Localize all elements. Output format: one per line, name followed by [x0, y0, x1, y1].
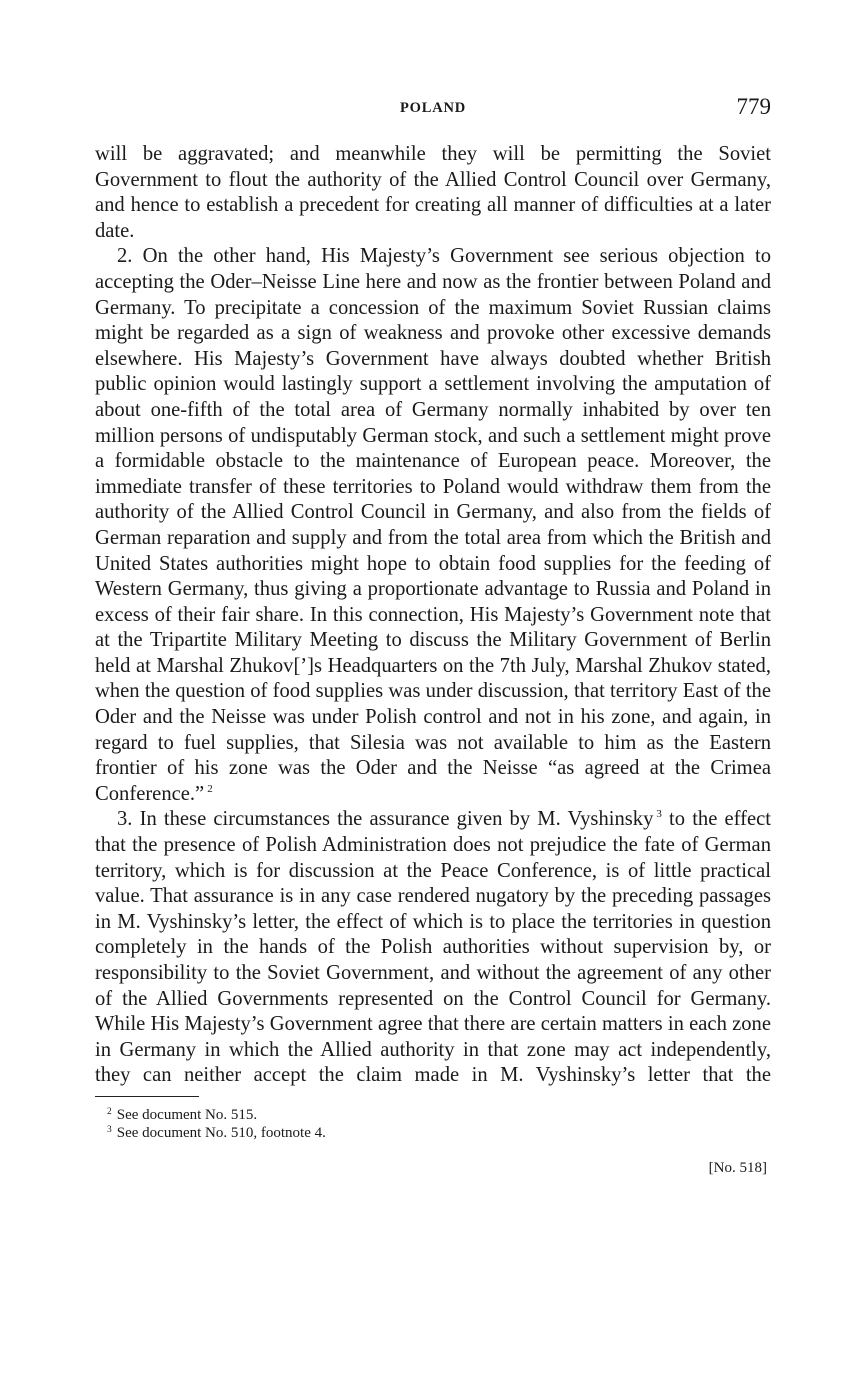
document-reference: [No. 518] [708, 1159, 767, 1176]
page-header [95, 92, 771, 126]
paragraph-2-text: 2. On the other hand, His Majesty’s Government see serious objection to accepting the Oder–Neisse Line here and now as the frontier between Poland and Germany. To precipitate a concession of the maximum Soviet Russian claims might be regarded as a sign of weakness and provoke other excessive demands elsewhere. His Majesty’s Government have always doubted whether British public opinion would lastingly support a settlement involving the amputation of about one-fifth of the total area of Germany normally inhabited by over ten million persons of undisputably German stock, and such a settlement might prove a formidable obstacle to the maintenance of European peace. Moreover, the immediate transfer of these territories to Poland would withdraw them from the authority of the Allied Control Council in Germany, and also from the fields of German reparation and supply and from the total area from which the British and United States authorities might hope to obtain food supplies for the feeding of Western Germany, thus giving a proportionate advantage to Russia and Poland in excess of their fair share. In this connection, His Majesty’s Government note that at the Tripartite Military Meeting to discuss the Military Government of Berlin held at Marshal Zhukov[’]s Headquarters on the 7th July, Marshal Zhukov stated, when the question of food supplies was under discussion, that territory East of the Oder and the Neisse was under Polish control and not in his zone, and again, in regard to fuel supplies, that Silesia was not available to him as the Eastern frontier of his zone was the Oder and the Neisse “as agreed at the Crimea Conference.” [95, 245, 771, 805]
paragraph-3-text-rest: to the effect that the presence of Polish Administration does not prejudice the fate of German territory, which is for discussion at the Peace Conference, is of little practical value. That assurance is in any case rendered nugatory by the preceding passages in M. Vyshinsky’s letter, the effect of which is to place the territories in question completely in the hands of the Polish authorities without supervision by, or responsibility to the Soviet Government, and without the agreement of any other of the Allied Governments represented on the Control Council for Germany. While His Majesty’s Government agree that there are certain matters in each zone in Germany in which the Allied authority in that zone may act independently, they can neither accept the claim made in M. Vyshinsky’s letter that the [95, 808, 771, 1087]
paragraph-2 [95, 244, 771, 807]
footnote-reference-2: 2 [207, 782, 213, 795]
document-page [95, 92, 771, 1177]
paragraph-3 [95, 807, 771, 1089]
page-number: 779 [736, 94, 771, 119]
footnote-3 [107, 1124, 771, 1142]
footnote-2 [107, 1106, 771, 1124]
footnotes [95, 1106, 771, 1142]
footnote-divider [95, 1096, 199, 1097]
footnote-text: See document No. 510, footnote 4. [116, 1124, 326, 1141]
paragraph-3-text-start: 3. In these circumstances the assurance given by M. Vyshinsky [117, 808, 654, 831]
running-title: POLAND [399, 100, 467, 116]
footnote-text: See document No. 515. [116, 1106, 258, 1123]
footnote-marker: 3 [107, 1124, 112, 1135]
paragraph-continued [95, 142, 771, 244]
footnote-reference-3: 3 [656, 808, 662, 821]
body-text [95, 142, 771, 1089]
paragraph-continued-text: will be aggravated; and meanwhile they will be permitting the Soviet Government to flout the authority of the Allied Control Council over Germany, and hence to establish a precedent for creating all manner of difficulties at a later date. [95, 143, 771, 242]
footnote-marker: 2 [107, 1106, 112, 1117]
